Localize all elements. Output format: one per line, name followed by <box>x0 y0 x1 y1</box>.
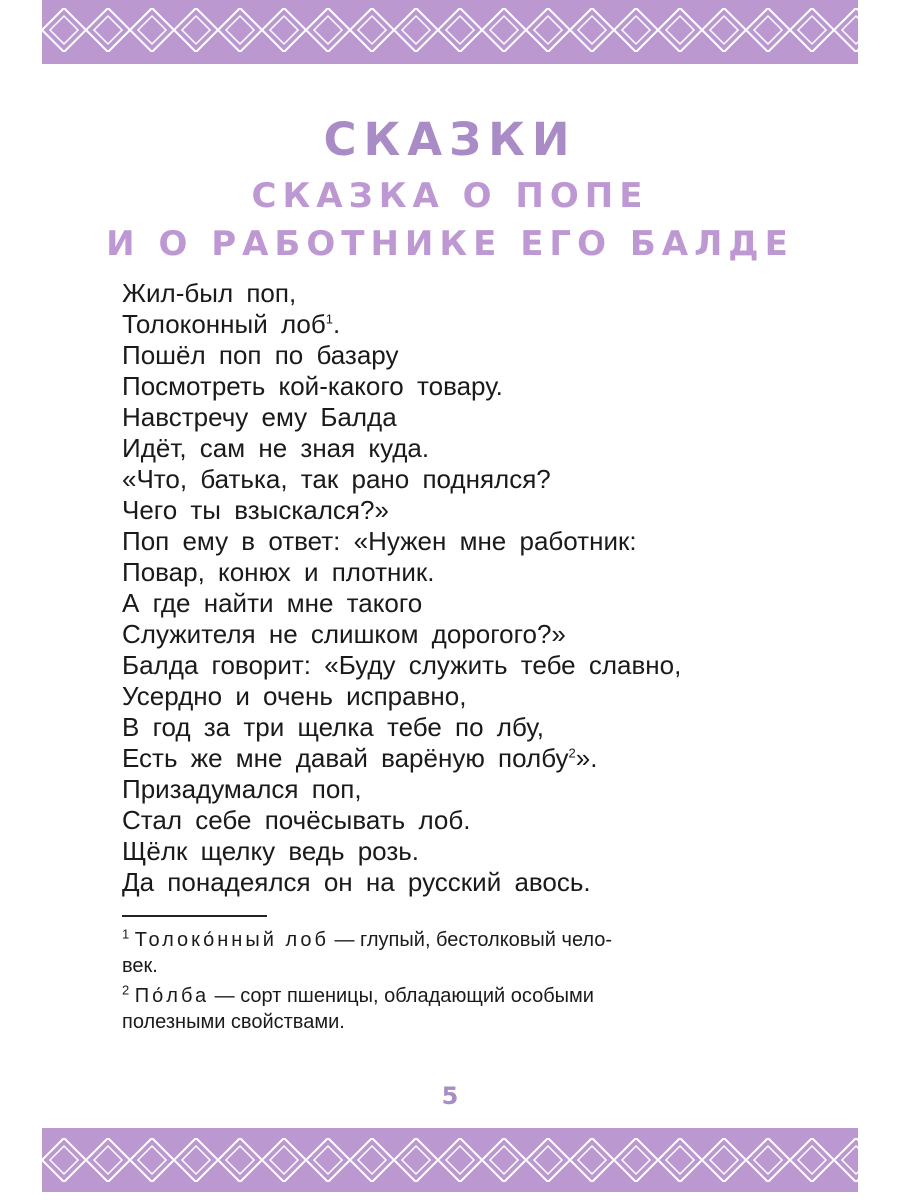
poem-line: Чего ты взыскался?» <box>122 495 389 525</box>
footnote-term: Толоко́нный лоб <box>134 929 329 951</box>
poem-line: Идёт, сам не зная куда. <box>122 433 430 463</box>
footnote-1-continuation: век. <box>122 955 158 977</box>
page-number: 5 <box>441 1082 459 1110</box>
section-title: СКАЗКИ <box>323 113 577 166</box>
poem-line: Да понадеялся он на русский авось. <box>122 867 591 897</box>
footnote-divider <box>122 915 267 917</box>
poem-line: Толоконный лоб$^1$. <box>122 309 341 339</box>
footnote-definition: — сорт пшеницы, обладающий особыми <box>209 985 594 1007</box>
footnote-2-continuation: полезными свойствами. <box>122 1011 345 1033</box>
poem-line: Балда говорит: «Буду служить тебе славно, <box>122 650 682 680</box>
poem-line: Навстречу ему Балда <box>122 402 397 432</box>
poem-line: Жил-был поп, <box>122 278 297 308</box>
poem-line: «Что, батька, так рано поднялся? <box>122 464 551 494</box>
tale-title-line-1: СКАЗКА О ПОПЕ <box>251 176 649 216</box>
poem-line: Щёлк щелку ведь розь. <box>122 836 420 866</box>
footnote-number: 2 <box>122 982 130 998</box>
poem-line: Усердно и очень исправно, <box>122 681 467 711</box>
poem-line: Повар, конюх и плотник. <box>122 557 435 587</box>
lattice-pattern-top <box>42 0 858 64</box>
poem-line: А где найти мне такого <box>122 588 423 618</box>
footnote-definition: — глупый, бестолковый чело- <box>328 929 613 951</box>
poem-text <box>122 278 842 898</box>
tale-title-line-2: И О РАБОТНИКЕ ЕГО БАЛДЕ <box>106 224 794 264</box>
poem-line: В год за три щелка тебе по лбу, <box>122 712 544 742</box>
footnote-1 <box>122 927 742 953</box>
footnotes <box>122 927 742 1035</box>
poem-line: Есть же мне давай варёную полбу$^2$». <box>122 743 598 773</box>
footnote-ref-2: 2 <box>568 745 576 761</box>
poem-line: Призадумался поп, <box>122 774 362 804</box>
poem-line: Поп ему в ответ: «Нужен мне работник: <box>122 526 637 556</box>
footnote-ref-1: 1 <box>325 311 333 327</box>
footnote-2 <box>122 983 742 1009</box>
footnote-term: По́лба <box>134 985 210 1007</box>
poem-line: Стал себе почёсывать лоб. <box>122 805 471 835</box>
bottom-decorative-band <box>42 1128 858 1192</box>
poem-line: Служителя не слишком дорогого?» <box>122 619 566 649</box>
lattice-pattern-bottom <box>42 1128 858 1192</box>
top-decorative-band <box>42 0 858 64</box>
poem-line: Посмотреть кой-какого товару. <box>122 371 503 401</box>
poem-line: Пошёл поп по базару <box>122 340 399 370</box>
footnote-number: 1 <box>122 926 130 942</box>
